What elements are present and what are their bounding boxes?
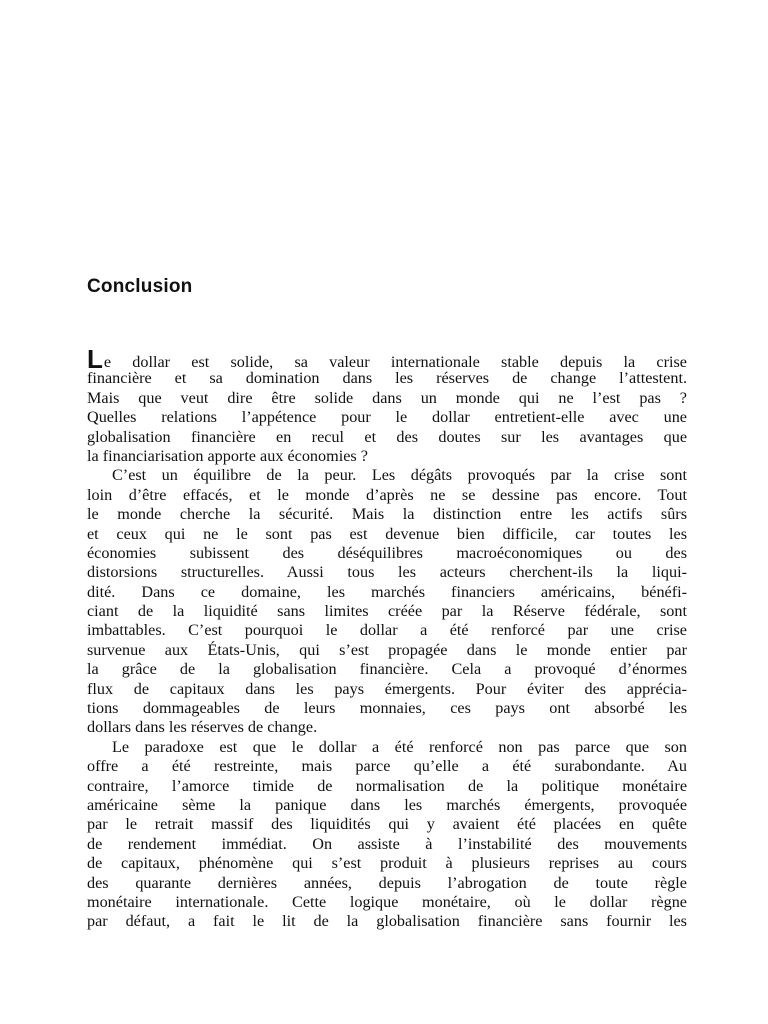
text-line	[87, 428, 687, 447]
text-line	[87, 602, 687, 621]
text-line	[87, 835, 687, 854]
text-line-content: loin d’être effacés, et le monde d’après ne se dessine pas encore. Tout	[87, 485, 687, 504]
text-line	[87, 641, 687, 660]
text-line-content: monétaire internationale. Cette logique monétaire, où le dollar règne	[87, 892, 687, 911]
text-line	[87, 854, 687, 873]
text-line	[87, 486, 687, 505]
text-line	[87, 680, 687, 699]
text-line	[87, 621, 687, 640]
text-line-content: ciant de la liquidité sans limites créée par la Réserve fédérale, sont	[87, 602, 687, 621]
text-line-content: contraire, l’amorce timide de normalisation de la politique monétaire	[87, 776, 687, 795]
text-line-content: américaine sème la panique dans les marchés émergents, provoquée	[87, 795, 687, 814]
text-line-content: dité. Dans ce domaine, les marchés financiers américains, bénéfi-	[87, 582, 687, 601]
text-line-content: le monde cherche la sécurité. Mais la distinction entre les actifs sûrs	[87, 505, 687, 524]
text-line	[87, 447, 687, 466]
text-line	[87, 344, 687, 374]
text-line	[87, 699, 687, 718]
text-line	[87, 738, 687, 757]
text-line	[87, 466, 687, 485]
text-line-content: globalisation financière en recul et des doutes sur les avantages que	[87, 427, 687, 446]
text-line-content: e dollar est solide, sa valeur internationale stable depuis la crise	[103, 353, 687, 371]
text-line	[87, 912, 687, 931]
text-line-content: la grâce de la globalisation financière. Cela a provoqué d’énormes	[87, 660, 687, 679]
text-line-content: Mais que veut dire être solide dans un monde qui ne l’est pas ?	[87, 388, 687, 407]
drop-cap: L	[87, 344, 103, 374]
text-line	[87, 796, 687, 815]
text-line	[87, 874, 687, 893]
text-line	[87, 660, 687, 679]
text-line-content: imbattables. C’est pourquoi le dollar a été renforcé par une crise	[87, 621, 687, 640]
body-text	[87, 344, 687, 932]
text-line	[87, 757, 687, 776]
text-line	[87, 718, 687, 737]
text-line-content: financière et sa domination dans les réserves de change l’attestent.	[87, 369, 687, 388]
chapter-heading: Conclusion	[87, 276, 193, 297]
text-line	[87, 563, 687, 582]
text-line-content: Le paradoxe est que le dollar a été renforcé non pas parce que son	[112, 737, 687, 756]
text-line-content: dollars dans les réserves de change.	[87, 718, 318, 737]
text-line	[87, 369, 687, 388]
text-line-content: offre a été restreinte, mais parce qu’elle a été surabondante. Au	[87, 757, 687, 776]
text-line-content: la financiarisation apporte aux économies ?	[87, 446, 368, 465]
text-line-content: de rendement immédiat. On assiste à l’instabilité des mouvements	[87, 834, 687, 853]
text-line-content: tions dommageables de leurs monnaies, ces pays ont absorbé les	[87, 699, 687, 718]
text-line-content: de capitaux, phénomène qui s’est produit à plusieurs reprises au cours	[87, 854, 687, 873]
text-line-content: par défaut, a fait le lit de la globalisation financière sans fournir les	[87, 912, 687, 931]
text-line	[87, 583, 687, 602]
text-line	[87, 777, 687, 796]
text-line	[87, 505, 687, 524]
text-line-content: des quarante dernières années, depuis l’abrogation de toute règle	[87, 873, 687, 892]
text-line	[87, 408, 687, 427]
text-line-content: C’est un équilibre de la peur. Les dégâts provoqués par la crise sont	[112, 466, 687, 485]
text-line	[87, 893, 687, 912]
text-line	[87, 544, 687, 563]
text-line	[87, 525, 687, 544]
text-line-content: Quelles relations l’appétence pour le dollar entretient-elle avec une	[87, 408, 687, 427]
text-line-content: distorsions structurelles. Aussi tous les acteurs cherchent-ils la liqui-	[87, 563, 687, 582]
text-line-content: flux de capitaux dans les pays émergents. Pour éviter des apprécia-	[87, 679, 687, 698]
text-line-content: par le retrait massif des liquidités qui y avaient été placées en quête	[87, 815, 687, 834]
text-line-content: survenue aux États-Unis, qui s’est propagée dans le monde entier par	[87, 640, 687, 659]
text-line	[87, 389, 687, 408]
text-line	[87, 815, 687, 834]
text-line-content: économies subissent des déséquilibres macroéconomiques ou des	[87, 543, 687, 562]
text-line-content: et ceux qui ne le sont pas est devenue bien difficile, car toutes les	[87, 524, 687, 543]
